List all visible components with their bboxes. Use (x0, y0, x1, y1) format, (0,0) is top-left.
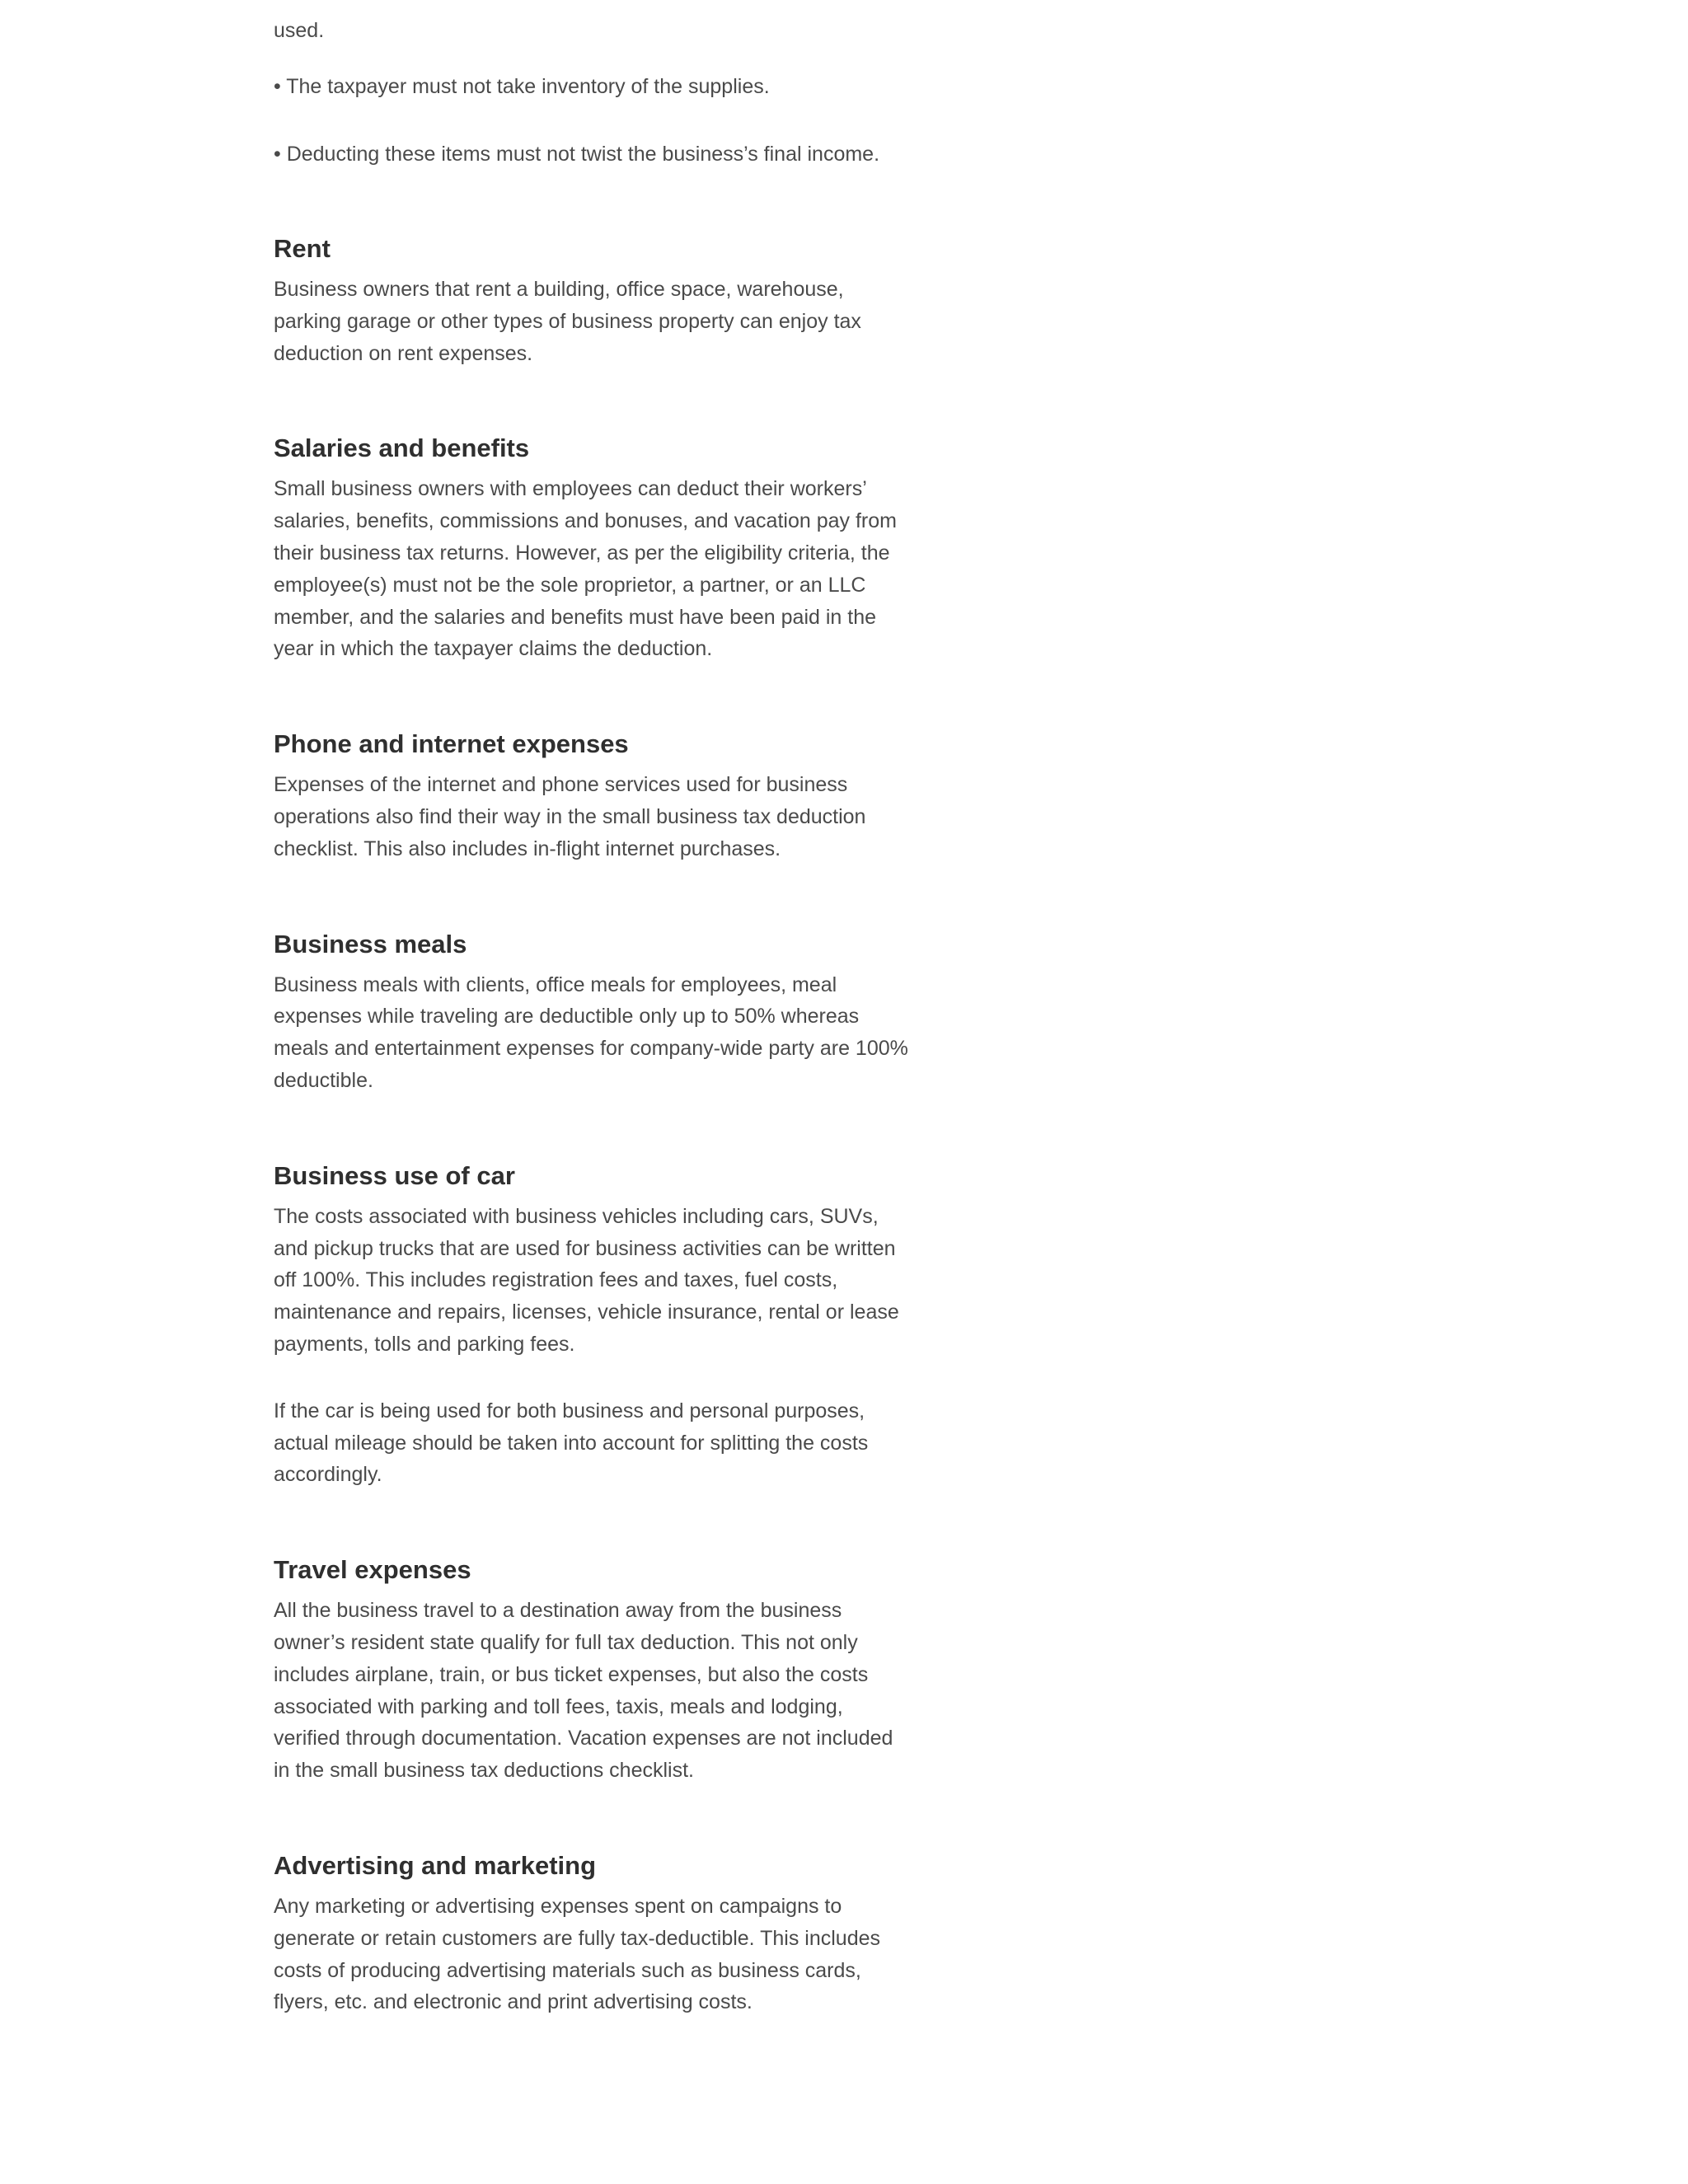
section-advertising-and-marketing (274, 1849, 908, 2018)
section-heading: Rent (274, 234, 331, 263)
section-travel-expenses (274, 1554, 908, 1787)
section-paragraph: Expenses of the internet and phone services used for business operations also find their way in the small business tax deduction checklist. This also includes in-flight internet purchases. (274, 773, 866, 860)
section-heading: Business meals (274, 929, 467, 958)
section-paragraph: The costs associated with business vehicles including cars, SUVs, and pickup trucks that are used for business activities can be written off 100%. This includes registration fees and taxes, fuel costs, maintenance and repairs, licenses, vehicle insurance, rental or lease payments, tolls and parking fees. (274, 1204, 899, 1356)
section-salaries-and-benefits (274, 432, 908, 665)
section-paragraph: Business owners that rent a building, office space, warehouse, parking garage or other types of business property can enjoy tax deduction on rent expenses. (274, 278, 861, 365)
article-body (274, 19, 908, 2018)
section-paragraph: Business meals with clients, office meals for employees, meal expenses while traveling are deductible only up to 50% whereas meals and entertainment expenses for company-wide party are 100% deductible. (274, 972, 908, 1092)
section-rent (274, 232, 908, 369)
section-heading: Advertising and marketing (274, 1850, 597, 1880)
section-heading: Business use of car (274, 1160, 515, 1190)
section-paragraph: All the business travel to a destination away from the business owner’s resident state qualify for full tax deduction. This not only includes airplane, train, or bus ticket expenses, but also the costs associated with parking and toll fees, taxis, meals and lodging, verified through documentation. Vacation expenses are not included in the small business tax deductions checklist. (274, 1599, 893, 1783)
section-business-meals (274, 928, 908, 1097)
section-business-use-of-car (274, 1160, 908, 1491)
section-paragraph: Any marketing or advertising expenses spent on campaigns to generate or retain customers are fully tax-deductible. This includes costs of producing advertising materials such as business cards, flyers, etc. and electronic and print advertising costs. (274, 1894, 881, 2014)
section-phone-and-internet-expenses (274, 728, 908, 865)
clipped-text-line: used. (274, 19, 325, 40)
section-heading: Travel expenses (274, 1555, 471, 1585)
section-heading: Phone and internet expenses (274, 729, 629, 759)
section-paragraph: Small business owners with employees can deduct their workers’ salaries, benefits, commissions and bonuses, and vacation pay from their business tax returns. However, as per the eligibility criteria, the employee(s) must not be the sole proprietor, a partner, or an LLC member, and the salaries and benefits must have been paid in the year in which the taxpayer claims the deduction. (274, 477, 897, 661)
bullet-item: • Deducting these items must not twist the business’s final income. (274, 143, 880, 166)
section-heading: Salaries and benefits (274, 434, 530, 463)
section-paragraph: If the car is being used for both business and personal purposes, actual mileage should be taken into account for splitting the costs accordingly. (274, 1399, 869, 1487)
bullet-item: • The taxpayer must not take inventory of the supplies. (274, 75, 770, 98)
